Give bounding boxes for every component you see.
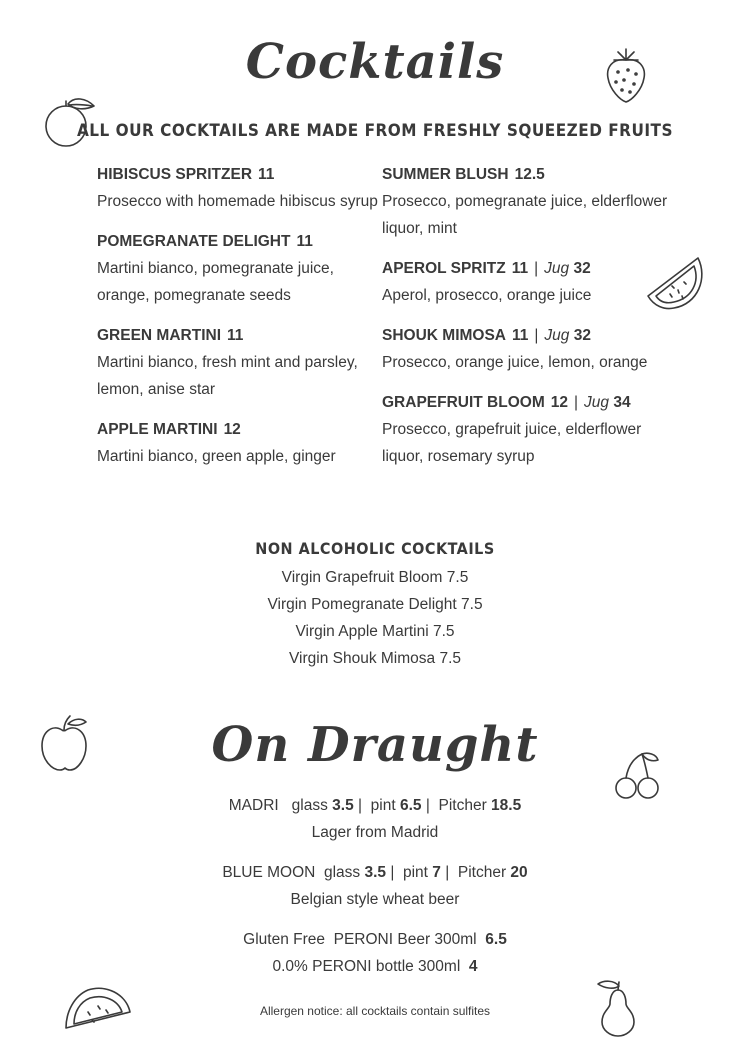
glass-price: 3.5 <box>364 864 387 881</box>
cocktail-item: APEROL SPRITZ 11 | Jug 32 Aperol, prosecco, orange juice <box>382 255 672 309</box>
cocktail-description: Prosecco, pomegranate juice, elderflower liquor, mint <box>382 193 668 237</box>
cocktail-description: Prosecco, grapefruit juice, elderflower liquor, rosemary syrup <box>382 421 642 465</box>
cocktail-name: GREEN MARTINI <box>97 327 221 344</box>
cocktail-name: POMEGRANATE DELIGHT <box>97 233 291 250</box>
list-item: Virgin Pomegranate Delight 7.5 <box>267 596 483 613</box>
cocktail-name: SHOUK MIMOSA <box>382 327 506 344</box>
strawberry-icon <box>602 46 650 104</box>
cocktail-description: Prosecco with homemade hibiscus syrup <box>97 193 378 210</box>
pitcher-price: 18.5 <box>491 797 522 814</box>
cocktail-description: Martini bianco, pomegranate juice, orange, pomegranate seeds <box>97 260 334 304</box>
cocktails-left-column <box>97 161 387 483</box>
orange-icon <box>42 96 98 150</box>
jug-label: Jug <box>584 394 610 411</box>
beer-name: 0.0% PERONI bottle 300ml <box>272 958 461 975</box>
cocktail-item <box>97 416 387 470</box>
cocktail-item: SHOUK MIMOSA 11 | Jug 32 Prosecco, orange juice, lemon, orange <box>382 322 672 376</box>
beer-description: Belgian style wheat beer <box>290 891 460 908</box>
jug-price: 34 <box>613 394 631 411</box>
cocktail-price: 11 <box>512 327 529 344</box>
pint-price: 6.5 <box>399 797 422 814</box>
pear-icon <box>592 978 646 1038</box>
cocktail-price: 11 <box>227 327 244 344</box>
watermelon-icon <box>62 984 134 1032</box>
cocktail-name: APPLE MARTINI <box>97 421 218 438</box>
watermelon-icon <box>642 252 708 316</box>
beer-description: Lager from Madrid <box>311 824 439 841</box>
jug-price: 32 <box>573 327 591 344</box>
jug-label: Jug <box>544 327 570 344</box>
allergen-notice: Allergen notice: all cocktails contain sulfites <box>259 1004 491 1018</box>
beer-name: BLUE MOON <box>222 864 316 881</box>
cocktail-description: Prosecco, orange juice, lemon, orange <box>382 354 648 371</box>
beer-name: MADRI <box>228 797 279 814</box>
pint-price: 7 <box>432 864 441 881</box>
cocktail-price: 11 <box>258 166 275 183</box>
draught-item: BLUE MOON glass 3.5 | pint 7 | Pitcher 20 Belgian style wheat beer <box>0 859 750 913</box>
cocktail-price: 12 <box>550 394 568 411</box>
cocktail-item <box>97 161 387 215</box>
cocktails-right-column <box>382 161 672 483</box>
list-item: Virgin Apple Martini 7.5 <box>295 623 455 640</box>
draught-list <box>0 792 750 993</box>
draught-item <box>0 926 750 980</box>
cocktail-name: APEROL SPRITZ <box>382 260 506 277</box>
jug-price: 32 <box>573 260 591 277</box>
cocktail-description: Martini bianco, green apple, ginger <box>97 448 336 465</box>
cocktail-price: 11 <box>511 260 529 277</box>
cherry-icon <box>612 750 662 802</box>
cocktail-item <box>97 322 387 403</box>
cocktail-name: HIBISCUS SPRITZER <box>97 166 253 183</box>
apple-icon <box>38 712 90 774</box>
cocktail-item: GRAPEFRUIT BLOOM 12 | Jug 34 Prosecco, grapefruit juice, elderflower liquor, rosemary syrup <box>382 389 672 470</box>
cocktail-name: GRAPEFRUIT BLOOM <box>382 394 545 411</box>
non-alcoholic-title: NON ALCOHOLIC COCKTAILS <box>255 539 495 558</box>
beer-price: 6.5 <box>485 931 507 948</box>
cocktails-subtitle: ALL OUR COCKTAILS ARE MADE FROM FRESHLY SQUEEZED FRUITS <box>76 121 674 141</box>
draught-item: MADRI glass 3.5 | pint 6.5 | Pitcher 18.5 Lager from Madrid <box>0 792 750 846</box>
cocktail-item <box>97 228 387 309</box>
cocktail-item <box>382 161 672 242</box>
cocktail-price: 12 <box>223 421 241 438</box>
jug-label: Jug <box>544 260 570 277</box>
pitcher-price: 20 <box>510 864 528 881</box>
cocktail-price: 12.5 <box>514 166 545 183</box>
cocktail-name: SUMMER BLUSH <box>382 166 509 183</box>
non-alcoholic-list <box>0 564 750 672</box>
cocktail-price: 11 <box>296 233 313 250</box>
cocktail-description: Aperol, prosecco, orange juice <box>382 287 592 304</box>
list-item: Virgin Grapefruit Bloom 7.5 <box>281 569 469 586</box>
beer-name: Gluten Free PERONI Beer 300ml <box>243 931 477 948</box>
beer-price: 4 <box>468 958 478 975</box>
cocktails-title: Cocktails <box>245 34 505 90</box>
cocktail-description: Martini bianco, fresh mint and parsley, lemon, anise star <box>97 354 358 398</box>
list-item: Virgin Shouk Mimosa 7.5 <box>288 650 462 667</box>
draught-title: On Draught <box>211 717 539 773</box>
glass-price: 3.5 <box>332 797 354 814</box>
